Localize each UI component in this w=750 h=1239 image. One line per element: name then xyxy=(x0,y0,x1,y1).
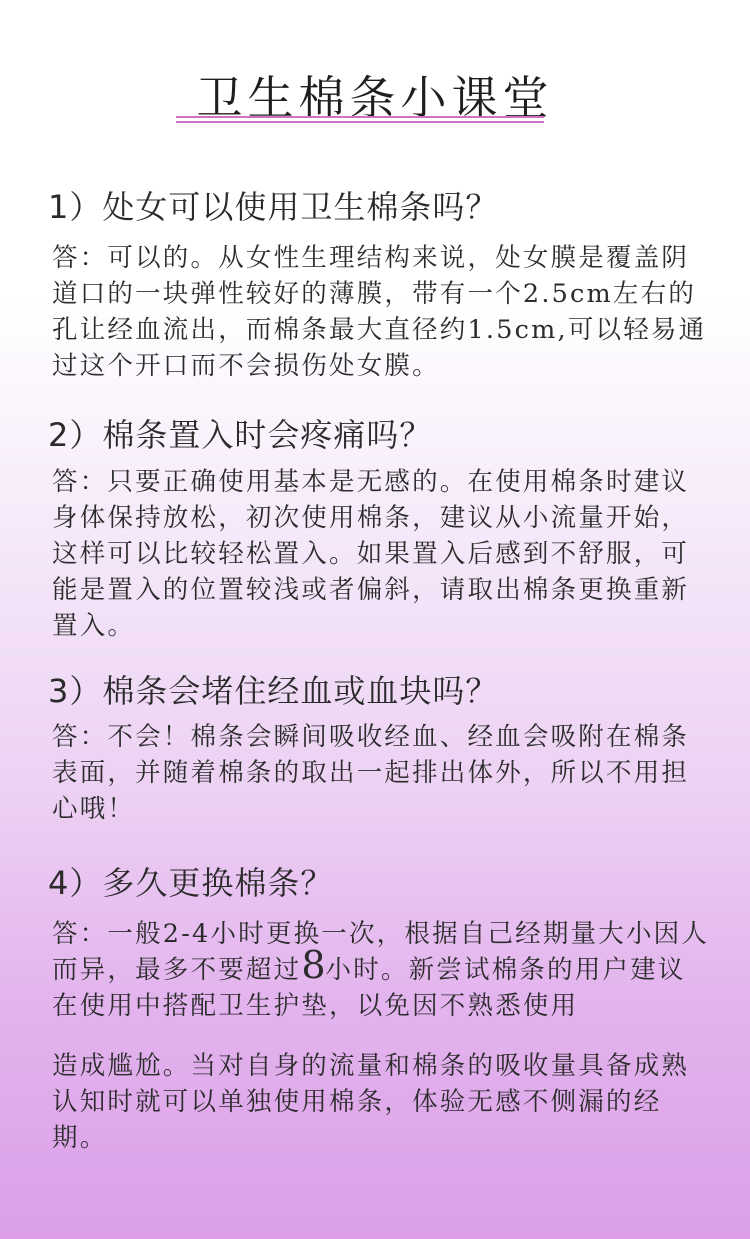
answer-3: 答：不会！棉条会瞬间吸收经血、经血会吸附在棉条表面，并随着棉条的取出一起排出体外，所以不用担心哦！ xyxy=(52,722,690,824)
answer-4-text-b: 小时。新尝试棉条的用户建议在使用中搭配卫生护垫，以免因不熟悉使用 xyxy=(52,955,686,1021)
title-underline xyxy=(176,116,544,123)
answer-4-first xyxy=(52,916,712,1024)
page-title: 卫生棉条小课堂 xyxy=(196,71,554,125)
question-3: 3）棉条会堵住经血或血块吗？ xyxy=(48,672,499,710)
answer-4-hours: 8 xyxy=(301,943,326,987)
answer-2: 答：只要正确使用基本是无感的。在使用棉条时建议身体保持放松，初次使用棉条，建议从小流量开始，这样可以比较轻松置入。如果置入后感到不舒服，可能是置入的位置较浅或者偏斜，请取出棉条更换重新置入。 xyxy=(52,467,690,641)
question-1: 1）处女可以使用卫生棉条吗？ xyxy=(48,188,499,226)
answer-1: 答：可以的。从女性生理结构来说，处女膜是覆盖阴道口的一块弹性较好的薄膜，带有一个2.5cm左右的孔让经血流出，而棉条最大直径约1.5cm,可以轻易通过这个开口而不会损伤处女膜。 xyxy=(52,243,707,381)
answer-4-text-a: 答：一般2-4小时更换一次，根据自己经期量大小因人而异，最多不要超过 xyxy=(52,919,710,985)
answer-4-second: 造成尴尬。当对自身的流量和棉条的吸收量具备成熟认知时就可以单独使用棉条，体验无感不侧漏的经期。 xyxy=(52,1051,690,1153)
question-4: 4）多久更换棉条？ xyxy=(48,864,334,902)
question-2: 2）棉条置入时会疼痛吗？ xyxy=(48,416,433,454)
